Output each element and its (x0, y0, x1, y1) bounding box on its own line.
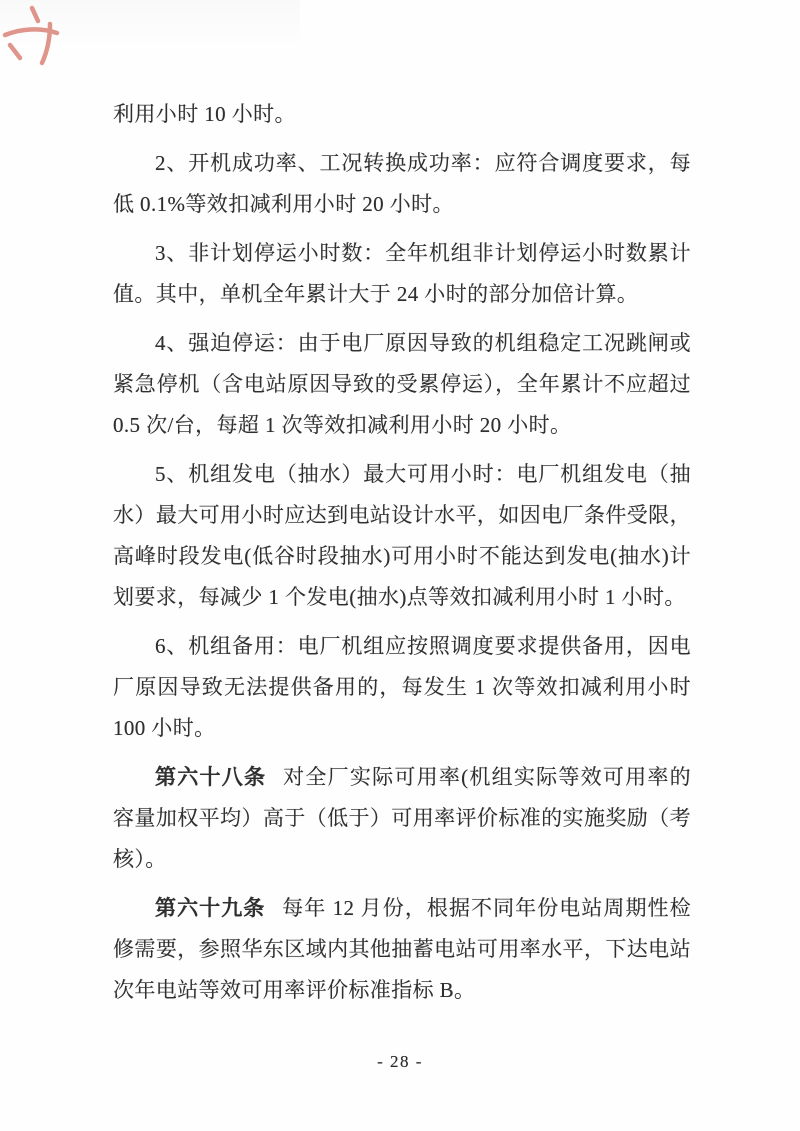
article-number: 第六十八条 (155, 765, 267, 789)
paragraph: 3、非计划停运小时数：全年机组非计划停运小时数累计值。其中，单机全年累计大于 24 小时的部分加倍计算。 (113, 241, 691, 306)
page-number: - 28 - (377, 1052, 423, 1071)
paragraph: 6、机组备用：电厂机组应按照调度要求提供备用，因电厂原因导致无法提供备用的，每发生 1 次等效扣减利用小时 100 小时。 (113, 634, 691, 740)
paragraph: 利用小时 10 小时。 (113, 102, 296, 126)
paragraph: 5、机组发电（抽水）最大可用小时：电厂机组发电（抽水）最大可用小时应达到电站设计水平，如因电厂条件受限，高峰时段发电(低谷时段抽水)可用小时不能达到发电(抽水)计划要求，每减少 1 个发电(抽水)点等效扣减利用小时 1 小时。 (113, 462, 691, 609)
red-ink-mark (0, 0, 90, 80)
paragraph: 4、强迫停运：由于电厂原因导致的机组稳定工况跳闸或紧急停机（含电站原因导致的受累停运），全年累计不应超过 0.5 次/台，每超 1 次等效扣减利用小时 20 小时。 (113, 331, 691, 437)
document-body (113, 94, 691, 1019)
article-number: 第六十九条 (155, 896, 266, 920)
paragraph: 第六十八条 对全厂实际可用率(机组实际等效可用率的容量加权平均）高于（低于）可用率评价标准的实施奖励（考核）。 (113, 765, 692, 871)
paragraph: 2、开机成功率、工况转换成功率：应符合调度要求，每低 0.1%等效扣减利用小时 20 小时。 (113, 151, 691, 216)
paragraph: 第六十九条 每年 12 月份，根据不同年份电站周期性检修需要，参照华东区域内其他抽蓄电站可用率水平，下达电站次年电站等效可用率评价标准指标 B。 (113, 896, 691, 1002)
